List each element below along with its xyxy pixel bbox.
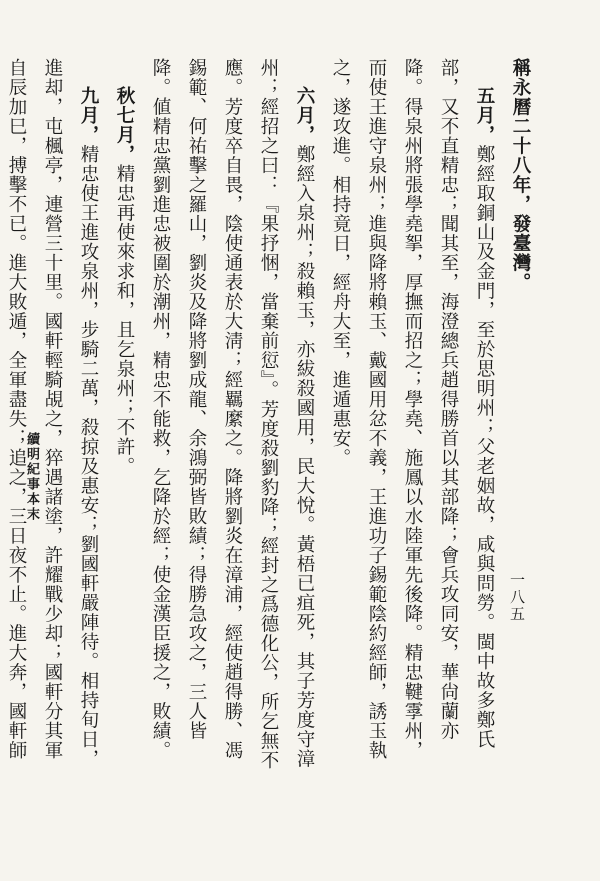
month-label: 六月， [294, 85, 315, 145]
paragraph-4: 秋七月，精忠再使來求和，且乞泉州；不許。 [114, 85, 135, 476]
paragraph-1 [502, 58, 538, 771]
paragraph-5: 九月，精忠使王進攻泉州，步騎二萬，殺掠及惠安；劉國軒嚴陣待。相持旬日，進却，屯楓亭，連營三十里。國軒輕騎覘之，猝遇諸塗，許耀戰少却；國軒分其軍自辰加巳，搏擊不已。進大敗遁，全軍盡失；追之，三日夜不止。進大奔，國軒師 [6, 58, 99, 769]
month-label: 九月， [78, 85, 99, 145]
running-title: 續明紀事本末 [24, 432, 39, 522]
page-number: 一八五 [508, 572, 526, 623]
paragraph-2: 五月，鄭經取銅山及金門，至於思明州；父老姻故，咸與問勞。閩中故多鄭氏部，又不直精忠；聞其至，海澄總兵趙得勝首以其部降；會兵攻同安，華尙蘭亦降。得泉州將張學堯挐，厚撫而招之；學堯、施鳳以水陸軍先後降。精忠鞬䨗州，而使王進守泉州；進與降將賴玉、戴國用忿不義，王進功子錫範陰約經師，誘玉執之，遂攻進。相持竟日，經舟大至，進遁惠安。 [330, 58, 495, 760]
month-label: 秋七月， [114, 85, 135, 164]
heading-year: 稱永曆二十八年，發臺灣。 [510, 58, 531, 292]
paragraph-3: 六月，鄭經入泉州；殺賴玉，亦紱殺國用，民大悅。黃梧已疽死，其子芳度守漳州；經招之曰：『果抒悃，當棄前愆』。芳度殺劉豹降；經封之爲德化公，所乞無不應。芳度卒自畏，陰使通表於大淸；經羈縻之。降將劉炎在漳浦，經使趙得勝、馮錫範、何祐擊之羅山，劉炎及降將劉成龍、余鴻弼皆敗績；得勝急攻之，三人皆降。値精忠黨劉進忠被圍於潮州，精忠不能救，乞降於經；使金漢臣援之，敗績。 [150, 58, 315, 771]
month-label: 五月， [474, 85, 495, 145]
